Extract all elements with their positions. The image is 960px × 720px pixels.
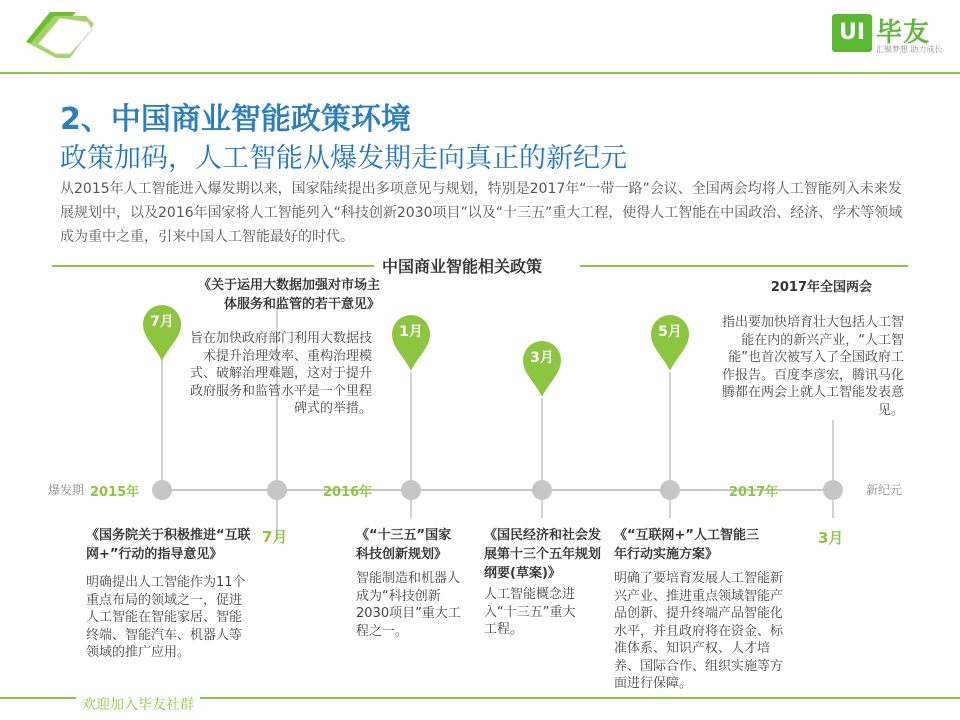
brand-slogan: 汇聚梦想 助力成长 bbox=[876, 45, 943, 54]
section-rule-left bbox=[52, 265, 374, 267]
stem-2015-jul bbox=[161, 356, 163, 480]
brand-badge: UI bbox=[832, 14, 872, 52]
event-title: 《“十三五”国家科技创新规划》 bbox=[356, 528, 452, 562]
stem-2017-may bbox=[669, 372, 671, 480]
timeline-node-icon bbox=[823, 480, 843, 500]
event-body: 明确提出人工智能作为11个重点布局的领域之一，促进人工智能在智能家居、智能终端、智能汽车、机器人等领域的推广应用。 bbox=[86, 575, 246, 660]
map-pin-icon bbox=[390, 312, 432, 372]
stem-2016-mar bbox=[541, 398, 543, 480]
stem-lower-5 bbox=[832, 500, 834, 518]
brand-logo bbox=[832, 14, 944, 58]
year-label-2015: 2015年 bbox=[90, 485, 140, 500]
event-month: 3月 bbox=[818, 529, 844, 547]
map-pin-icon bbox=[649, 312, 691, 372]
stem-lower-3 bbox=[541, 500, 543, 518]
event-body: 人工智能概念进入“十三五”重大工程。 bbox=[484, 587, 576, 637]
timeline-node-icon bbox=[660, 480, 680, 500]
pin-month-label: 5月 bbox=[658, 324, 682, 340]
pin-month-label: 3月 bbox=[530, 350, 554, 366]
event-body: 指出要加快培育壮大包括人工智能在内的新兴产业，“人工智能”也首次被写入了全国政府工作报告。百度李彦宏，腾讯马化腾都在两会上就人工智能发表意见。 bbox=[721, 315, 904, 418]
event-title: 2017年全国两会 bbox=[770, 280, 872, 295]
page-subtitle: 政策加码，人工智能从爆发期走向真正的新纪元 bbox=[60, 143, 627, 174]
timeline-start-label: 爆发期 bbox=[48, 483, 85, 497]
event-month: 7月 bbox=[262, 528, 288, 546]
event-title: 《“互联网+”人工智能三年行动实施方案》 bbox=[614, 528, 759, 562]
year-label-2016: 2016年 bbox=[323, 485, 373, 500]
header-diamond-logo-icon bbox=[20, 8, 100, 68]
year-label-2017: 2017年 bbox=[729, 485, 779, 500]
map-pin-icon bbox=[521, 338, 563, 398]
stem-2016-jan bbox=[410, 372, 412, 480]
map-pin-icon bbox=[141, 302, 183, 362]
stem-upper-2017 bbox=[832, 420, 834, 480]
event-body: 智能制造和机器人成为“科技创新2030项目”重大工程之一。 bbox=[356, 571, 461, 639]
timeline-end-label: 新纪元 bbox=[866, 483, 903, 497]
event-body: 旨在加快政府部门利用大数据技术提升治理效率、重构治理模式、破解治理难题，这对于提升政府服务和监管水平是一个里程碑式的举措。 bbox=[189, 331, 372, 416]
event-body: 明确了要培育发展人工智能新兴产业、推进重点领域智能产品创新、提升终端产品智能化水平，并且政府将在资金、标准体系、知识产权、人才培养、国际合作、组织实施等方面进行保障。 bbox=[614, 571, 784, 691]
page-title: 2、中国商业智能政策环境 bbox=[60, 102, 411, 137]
timeline-node-icon bbox=[267, 480, 287, 500]
footer-link[interactable]: 欢迎加入毕友社群 bbox=[76, 694, 200, 714]
event-title: 《关于运用大数据加强对市场主体服务和监管的若干意见》 bbox=[197, 278, 380, 312]
pin-month-label: 1月 bbox=[399, 324, 423, 340]
event-title: 《国民经济和社会发展第十三个五年规划纲要(草案)》 bbox=[484, 528, 602, 581]
header-rule bbox=[0, 72, 960, 74]
stem-lower-4 bbox=[669, 500, 671, 518]
timeline-node-icon bbox=[152, 480, 172, 500]
section-title: 中国商业智能相关政策 bbox=[382, 257, 543, 276]
section-rule-right bbox=[580, 265, 908, 267]
stem-lower-2 bbox=[410, 500, 412, 518]
timeline-node-icon bbox=[532, 480, 552, 500]
intro-paragraph: 从2015年人工智能进入爆发期以来，国家陆续提出多项意见与规划，特别是2017年“一带一路”会议、全国两会均将人工智能列入未来发展规划中，以及2016年国家将人工智能列入“科技创新2030项目”以及“十三五”重大工程，使得人工智能在中国政治、经济、学术等领域成为重中之重，引来中国人工智能最好的时代。 bbox=[60, 181, 903, 245]
timeline-node-icon bbox=[401, 480, 421, 500]
pin-month-label: 7月 bbox=[150, 314, 174, 330]
event-title: 《国务院关于积极推进“互联网+”行动的指导意见》 bbox=[86, 528, 251, 562]
brand-name: 毕友 bbox=[876, 18, 931, 48]
